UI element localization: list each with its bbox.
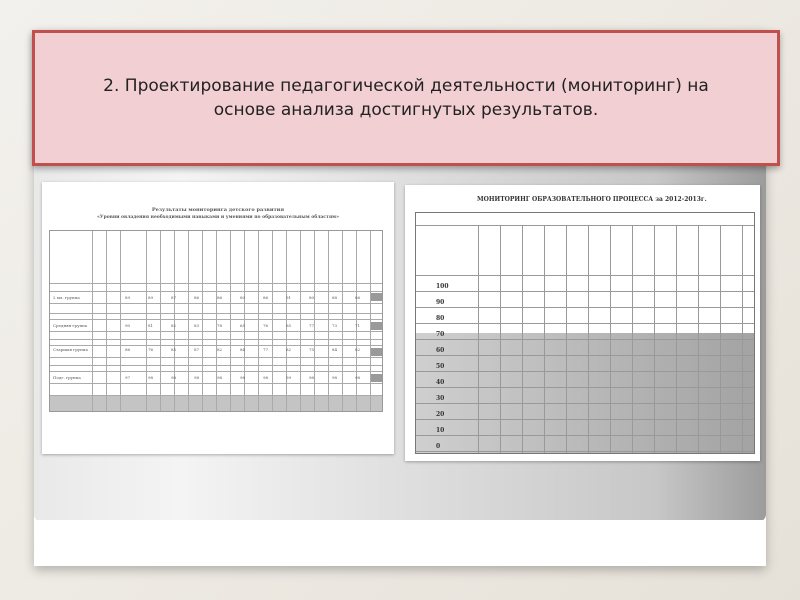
table-cell-value: 90 xyxy=(125,323,131,328)
table-cell-value: 71 xyxy=(355,323,361,328)
table-cell-value: 65 xyxy=(286,323,292,328)
table-cell-value: 86 xyxy=(263,295,269,300)
table-cell-value: 98 xyxy=(171,375,177,380)
table-gridline xyxy=(50,303,382,304)
table-gridline xyxy=(416,323,754,324)
table-gridline xyxy=(50,331,382,332)
table-gridline xyxy=(50,345,382,346)
table-cell-value: 87 xyxy=(171,295,177,300)
table-gridline xyxy=(50,283,382,284)
table-cell-value: 83 xyxy=(194,323,200,328)
table-gridline xyxy=(50,339,382,340)
table-cell-value: 85 xyxy=(171,347,177,352)
level-label: 70 xyxy=(436,331,445,338)
table-cell-value: 82 xyxy=(171,323,177,328)
right-scan-table xyxy=(415,212,755,454)
table-gridline xyxy=(50,319,382,320)
table-cell-value: 86 xyxy=(194,295,200,300)
table-cell-value: 82 xyxy=(286,347,292,352)
table-cell-value: 86 xyxy=(217,295,223,300)
table-cell-value: 81 xyxy=(148,323,154,328)
table-cell-value: 78 xyxy=(217,323,223,328)
table-gridline xyxy=(120,231,121,411)
left-scanned-document xyxy=(42,182,394,454)
left-scan-table xyxy=(49,230,383,412)
table-gridline xyxy=(106,231,107,411)
level-label: 30 xyxy=(436,395,445,402)
table-gridline xyxy=(416,387,754,388)
table-cell-value: 76 xyxy=(148,347,154,352)
table-cell-value: 84 xyxy=(240,347,246,352)
table-gridline xyxy=(416,419,754,420)
table-cell-value: 76 xyxy=(263,323,269,328)
table-cell-value: 99 xyxy=(286,375,292,380)
left-scan-subheading: «Уровни овладения необходимыми навыками и умениями по образовательным областям» xyxy=(97,215,339,220)
slide-title-line-1: 2. Проектирование педагогической деятельности (мониторинг) на xyxy=(103,76,709,96)
table-cell-value: 98 xyxy=(148,375,154,380)
table-cell-value: 89 xyxy=(125,295,131,300)
table-gridline xyxy=(174,231,175,411)
table-gridline xyxy=(416,403,754,404)
table-cell-value: 82 xyxy=(355,347,361,352)
table-gridline xyxy=(356,231,357,411)
table-gridline xyxy=(342,231,343,411)
slide-title-box xyxy=(32,30,780,166)
table-gridline xyxy=(314,231,315,411)
table-gridline xyxy=(416,339,754,340)
level-label: 90 xyxy=(436,299,445,306)
table-gridline xyxy=(50,291,382,292)
table-shaded-cell xyxy=(370,374,382,382)
table-gridline xyxy=(272,231,273,411)
table-gridline xyxy=(286,231,287,411)
table-gridline xyxy=(230,231,231,411)
table-gridline xyxy=(188,231,189,411)
table-cell-value: 77 xyxy=(263,347,269,352)
table-gridline xyxy=(216,231,217,411)
table-cell-value: 91 xyxy=(286,295,292,300)
table-gridline xyxy=(146,231,147,411)
table-cell-value: 98 xyxy=(240,375,246,380)
table-cell-value: 73 xyxy=(332,323,338,328)
table-shaded-cell xyxy=(370,348,382,356)
table-cell-value: 98 xyxy=(332,375,338,380)
table-gridline xyxy=(50,365,382,366)
level-label: 60 xyxy=(436,347,445,354)
level-label: 40 xyxy=(436,379,445,386)
table-cell-value: 86 xyxy=(125,347,131,352)
table-cell-value: 98 xyxy=(194,375,200,380)
table-cell-value: 82 xyxy=(217,347,223,352)
table-cell-value: 98 xyxy=(263,375,269,380)
table-gridline xyxy=(92,231,93,411)
level-label: 100 xyxy=(436,283,449,290)
level-label: 80 xyxy=(436,315,445,322)
table-gridline xyxy=(244,231,245,411)
table-gridline xyxy=(300,231,301,411)
table-gridline xyxy=(416,291,754,292)
table-gridline xyxy=(50,383,382,384)
table-cell-value: 75 xyxy=(309,347,315,352)
table-gridline xyxy=(416,451,754,452)
table-cell-value: 84 xyxy=(332,347,338,352)
table-cell-value: 80 xyxy=(240,295,246,300)
table-shaded-cell xyxy=(370,293,382,301)
table-cell-value: 86 xyxy=(355,295,361,300)
table-cell-value: 98 xyxy=(355,375,361,380)
table-gridline xyxy=(416,435,754,436)
table-cell-value: 88 xyxy=(332,295,338,300)
table-cell-value: 89 xyxy=(148,295,154,300)
level-label: 0 xyxy=(436,443,441,450)
table-cell-value: 97 xyxy=(125,375,131,380)
table-gridline xyxy=(202,231,203,411)
table-gridline xyxy=(258,231,259,411)
table-gridline xyxy=(416,355,754,356)
table-gridline xyxy=(50,313,382,314)
slide-title-line-2: основе анализа достигнутых результатов. xyxy=(213,100,599,120)
table-cell-value: 98 xyxy=(217,375,223,380)
row-label: Средняя группа xyxy=(53,323,88,328)
table-gridline xyxy=(328,231,329,411)
table-gridline xyxy=(50,371,382,372)
table-gridline xyxy=(416,275,754,276)
level-label: 50 xyxy=(436,363,445,370)
row-label: Подг. группа xyxy=(53,375,81,380)
table-cell-value: 65 xyxy=(240,323,246,328)
right-scan-heading: МОНИТОРИНГ ОБРАЗОВАТЕЛЬНОГО ПРОЦЕССА за 2012-2013г. xyxy=(477,196,707,203)
left-scan-heading: Результаты мониторинга детского развития xyxy=(151,207,285,213)
table-gridline xyxy=(50,357,382,358)
table-cell-value: 77 xyxy=(309,323,315,328)
row-label: 2 мл. группа xyxy=(53,295,80,300)
table-cell-value: 80 xyxy=(309,295,315,300)
table-gridline xyxy=(160,231,161,411)
level-label: 10 xyxy=(436,427,445,434)
table-shaded-cell xyxy=(370,322,382,330)
table-gridline xyxy=(416,371,754,372)
table-cell-value: 98 xyxy=(309,375,315,380)
slide-card-footer xyxy=(34,520,766,566)
row-label: Старшая группа xyxy=(53,347,88,352)
slide-title xyxy=(103,74,709,122)
table-gridline xyxy=(416,307,754,308)
right-scanned-document xyxy=(405,185,760,461)
table-gridline xyxy=(50,395,382,396)
table-gridline xyxy=(370,231,371,411)
table-cell-value: 87 xyxy=(194,347,200,352)
level-label: 20 xyxy=(436,411,445,418)
table-gridline xyxy=(416,225,754,226)
